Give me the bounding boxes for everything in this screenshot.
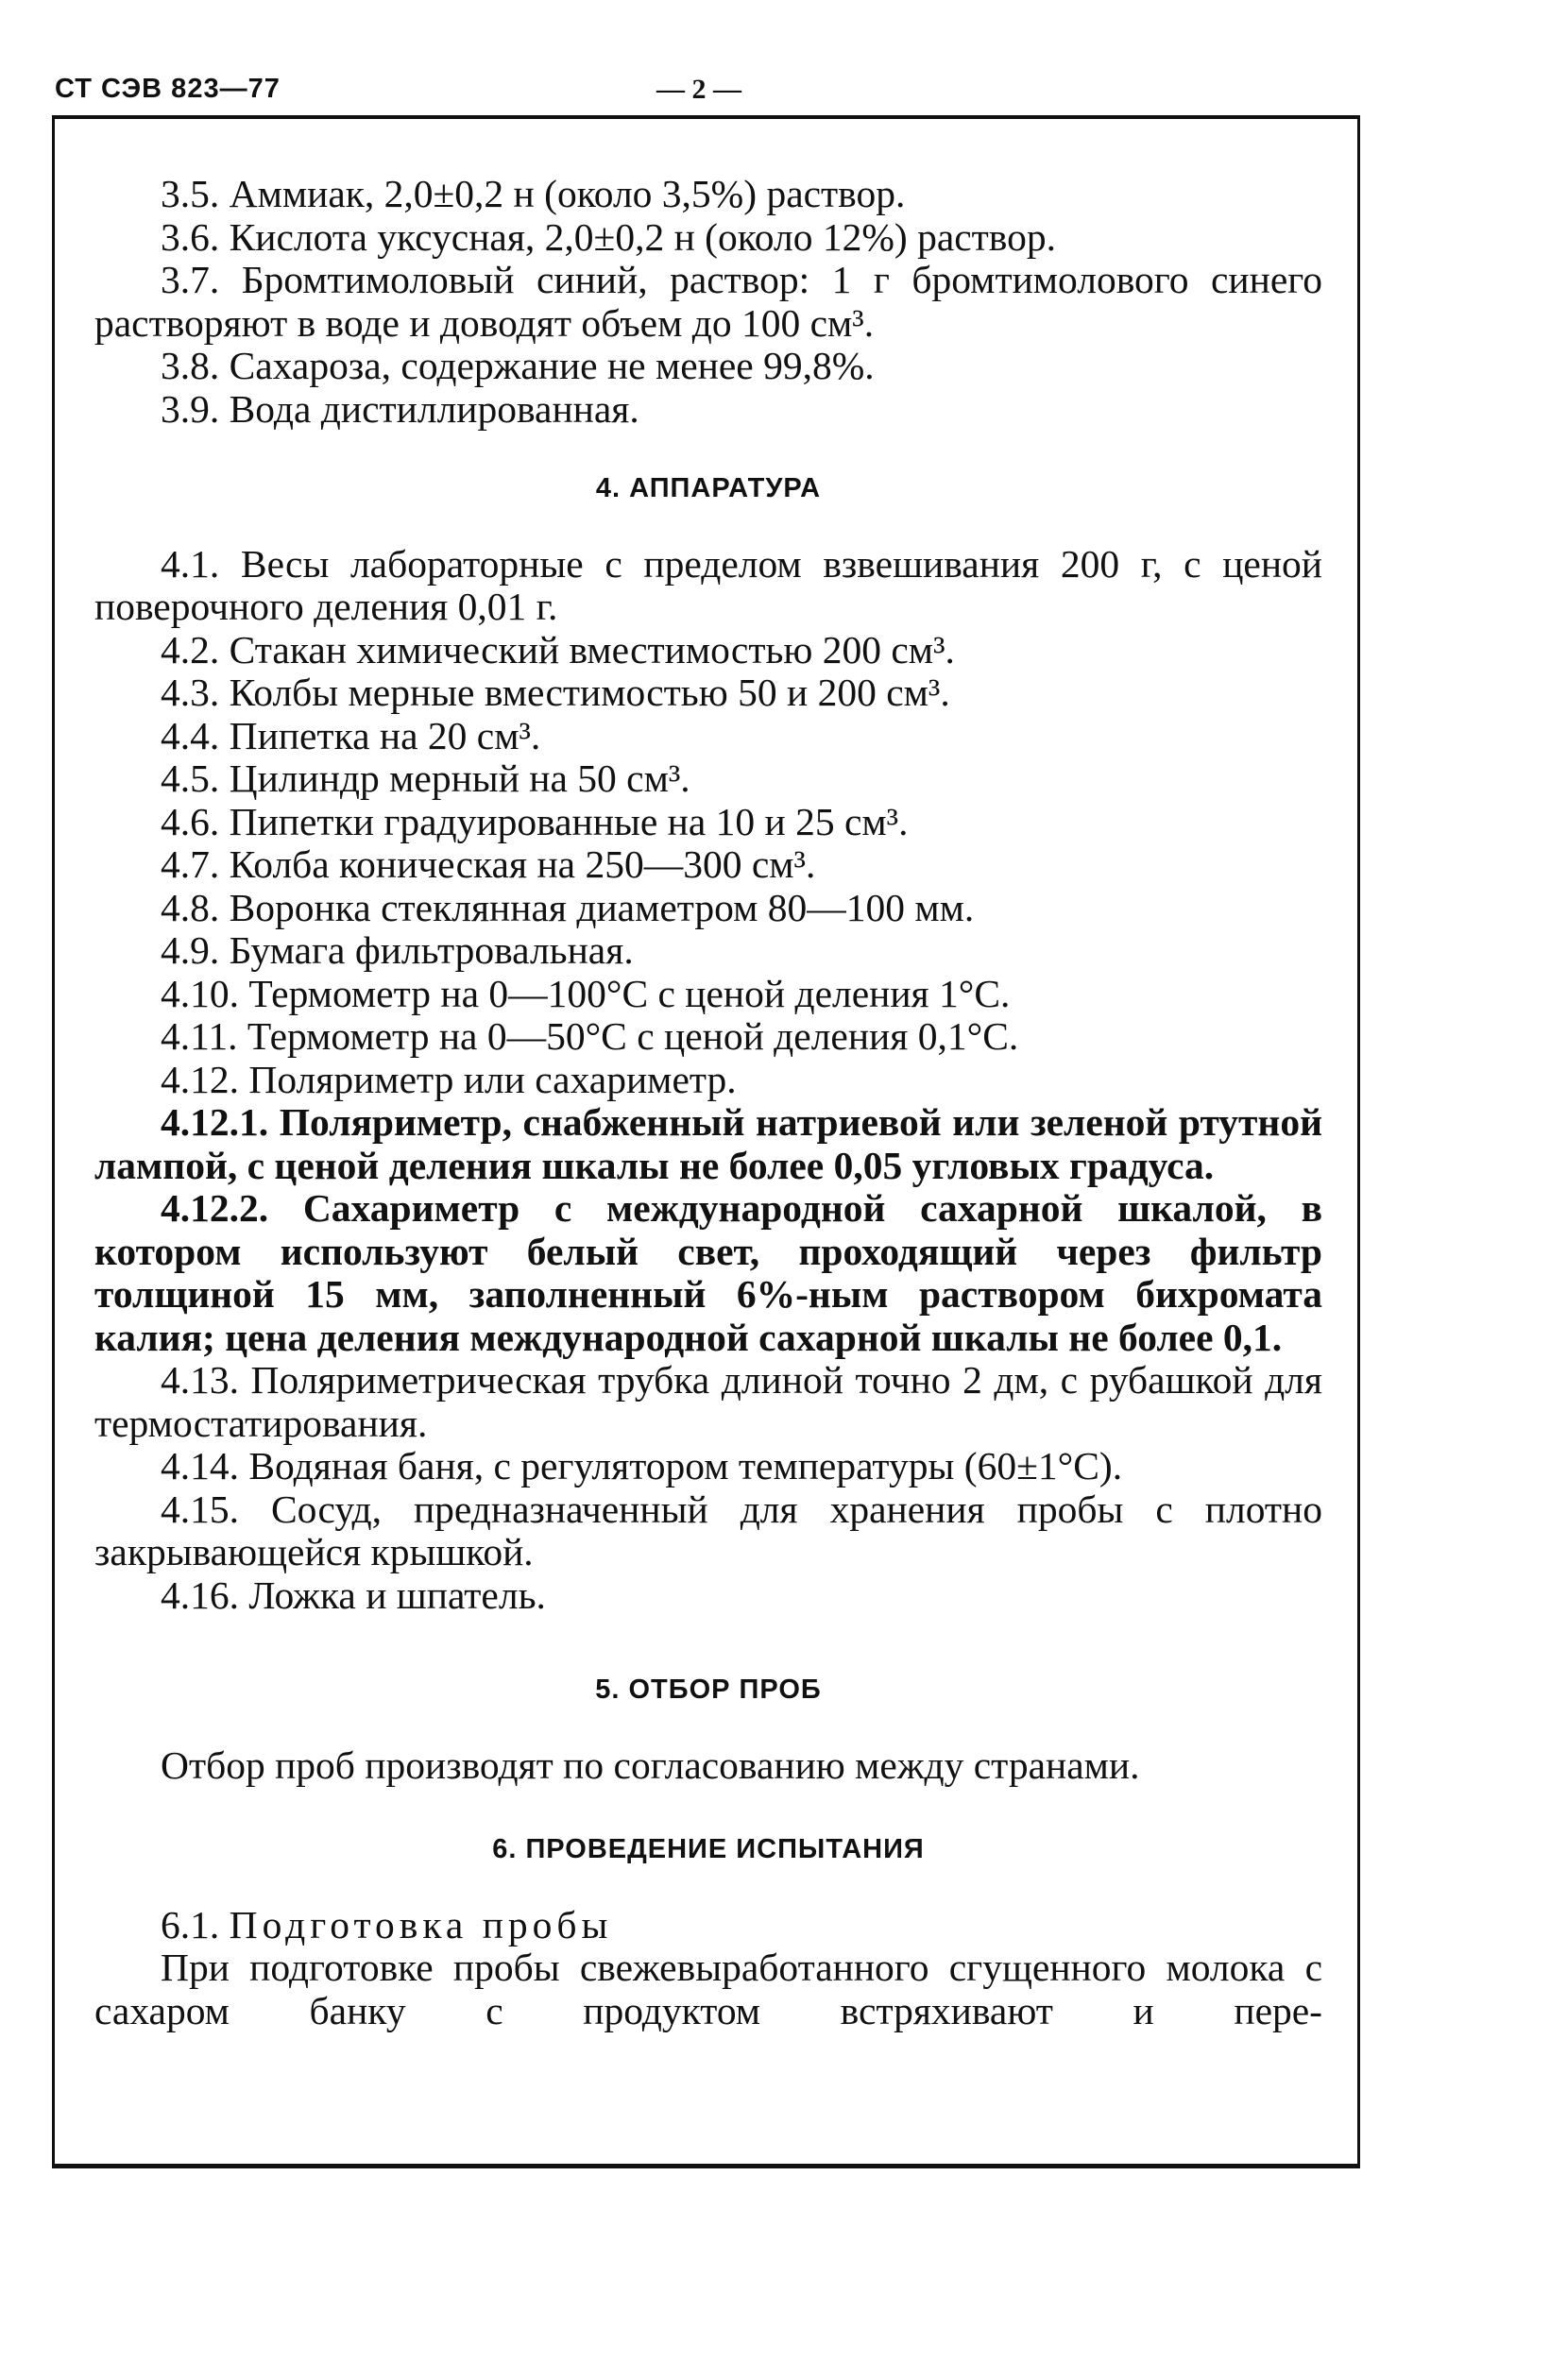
apparatus-item: 4.12. Поляриметр или сахариметр. [161, 1057, 737, 1101]
reagent-item: 3.8. Сахароза, содержание не менее 99,8%. [161, 344, 875, 387]
subsection-title: Подготовка пробы [229, 1902, 613, 1946]
apparatus-item: 4.8. Воронка стеклянная диаметром 80—100 мм. [161, 885, 975, 929]
page-content [94, 173, 1322, 2032]
apparatus-item: 4.7. Колба коническая на 250—300 см³. [161, 842, 816, 886]
apparatus-item: 4.16. Ложка и шпатель. [161, 1572, 546, 1617]
page-header [55, 74, 1473, 111]
reagent-item: 3.7. Бромтимоловый синий, раствор: 1 г бромтимолового синего растворяют в воде и доводят объем до 100 см³. [94, 258, 1322, 345]
apparatus-item: 4.13. Поляриметрическая трубка длиной точно 2 дм, с рубашкой для термостатирования. [94, 1358, 1322, 1445]
apparatus-item: 4.5. Цилиндр мерный на 50 см³. [161, 756, 690, 800]
apparatus-item: 4.12.1. Поляриметр, снабженный натриевой или зеленой ртутной лампой, с ценой деления шкалы не более 0,05 угловых градуса. [94, 1100, 1322, 1187]
subsection-heading [94, 1904, 1322, 1947]
apparatus-item: 4.1. Весы лабораторные с пределом взвешивания 200 г, с ценой поверочного деления 0,01 г. [94, 541, 1322, 628]
section-heading: 6. ПРОВЕДЕНИЕ ИСПЫТАНИЯ [492, 1834, 925, 1864]
apparatus-item: 4.6. Пипетки градуированные на 10 и 25 см³. [161, 799, 909, 843]
reagent-item: 3.5. Аммиак, 2,0±0,2 н (около 3,5%) раствор. [161, 172, 906, 215]
apparatus-item: 4.10. Термометр на 0—100°С с ценой деления 1°С. [161, 971, 1011, 1015]
section-heading: 5. ОТБОР ПРОБ [595, 1674, 822, 1705]
apparatus-item: 4.15. Сосуд, предназначенный для хранения пробы с плотно закрывающейся крышкой. [94, 1487, 1322, 1573]
apparatus-item: 4.3. Колбы мерные вместимостью 50 и 200 см³. [161, 671, 950, 714]
reagent-item: 3.6. Кислота уксусная, 2,0±0,2 н (около 12%) раствор. [161, 214, 1056, 259]
apparatus-item: 4.9. Бумага фильтровальная. [161, 928, 634, 972]
sampling-text: Отбор проб производят по согласованию между странами. [161, 1742, 1140, 1787]
document-code: СТ СЭВ 823—77 [55, 74, 281, 104]
apparatus-item: 4.12.2. Сахариметр с международной сахарной шкалой, в котором используют белый свет, проходящий через фильтр толщиной 15 мм, заполненный 6%-ным раствором бихромата калия; цена деления международной сахарной шкалы не более 0,1. [94, 1186, 1322, 1359]
apparatus-item: 4.14. Водяная баня, с регулятором температуры (60±1°С). [161, 1444, 1123, 1488]
section-heading: 4. АППАРАТУРА [595, 473, 822, 503]
apparatus-item: 4.4. Пипетка на 20 см³. [161, 713, 541, 757]
body-paragraph: При подготовке пробы свежевыработанного сгущенного молока с сахаром банку с продуктом встряхивают и пере- [94, 1946, 1322, 2032]
subsection-number: 6.1. [161, 1902, 220, 1946]
apparatus-item: 4.11. Термометр на 0—50°С с ценой деления 0,1°С. [161, 1014, 1019, 1058]
page-number: — 2 — [656, 74, 741, 105]
reagent-item: 3.9. Вода дистиллированная. [161, 386, 639, 431]
apparatus-item: 4.2. Стакан химический вместимостью 200 см³. [161, 627, 955, 672]
